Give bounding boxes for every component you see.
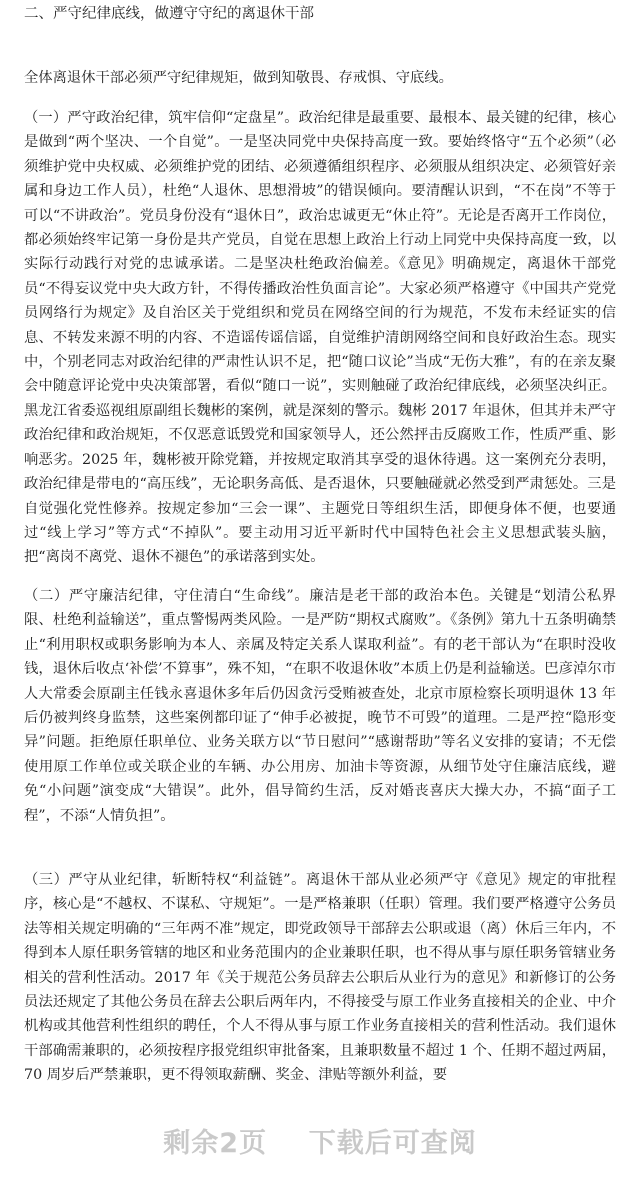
- paragraph-political-discipline: （一）严守政治纪律，筑牢信仰“定盘星”。政治纪律是最重要、最根本、最关键的纪律，核心是做到“两个坚决、一个自觉”。一是坚决同党中央保持高度一致。要始终恪守“五个必须”（必须维护党中央权威、必须维护党的团结、必须遵循组织程序、必须服从组织决定、必须管好亲属和身边工作人员），杜绝“人退休、思想滑坡”的错误倾向。要清醒认识到，“不在岗”不等于可以“不讲政治”。党员身份没有“退休日”，政治忠诚更无“休止符”。无论是否离开工作岗位，都必须始终牢记第一身份是共产党员，自觉在思想上政治上行动上同党中央保持高度一致，以实际行动践行对党的忠诚承诺。二是坚决杜绝政治偏差。《意见》明确规定，离退休干部党员“不得妄议党中央大政方针，不得传播政治性负面言论”。大家必须严格遵守《中国共产党党员网络行为规定》及自治区关于党组织和党员在网络空间的行为规范，不发布未经证实的信息、不转发来源不明的内容、不造谣传谣信谣，自觉维护清朗网络空间和良好政治生态。现实中，个别老同志对政治纪律的严肃性认识不足，把“随口议论”当成“无伤大雅”，有的在亲友聚会中随意评论党中央决策部署，看似“随口一说”，实则触碰了政治纪律底线，必须坚决纠正。黑龙江省委巡视组原副组长魏彬的案例，就是深刻的警示。魏彬 2017 年退休，但其并未严守政治纪律和政治规矩，不仅恶意诋毁党和国家领导人，还公然抨击反腐败工作，性质严重、影响恶劣。2025 年，魏彬被开除党籍，并按规定取消其享受的退休待遇。这一案例充分表明，政治纪律是带电的“高压线”，无论职务高低、是否退休，只要触碰就必然受到严肃惩处。三是自觉强化党性修养。按规定参加“三会一课”、主题党日等组织生活，即便身体不便，也要通过“线上学习”等方式“不掉队”。要主动用习近平新时代中国特色社会主义思想武装头脑，把“离岗不离党、退休不褪色”的承诺落到实处。: [24, 110, 616, 566]
- section-heading: 二、严守纪律底线，做遵守守纪的离退休干部: [24, 6, 314, 22]
- remaining-pages-label: 剩余2页: [163, 1127, 268, 1159]
- download-hint-label[interactable]: 下载后可查阅: [308, 1127, 477, 1159]
- download-prompt-banner[interactable]: [0, 1110, 640, 1170]
- paragraph-intro: 全体离退休干部必须严守纪律规矩，做到知敬畏、存戒惧、守底线。: [24, 70, 453, 86]
- paragraph-integrity-discipline: （二）严守廉洁纪律，守住清白“生命线”。廉洁是老干部的政治本色。关键是“划清公私界限、杜绝利益输送”，重点警惕两类风险。一是严防“期权式腐败”。《条例》第九十五条明确禁止“利用职权或职务影响为本人、亲属及特定关系人谋取利益”。有的老干部认为“在职时没收钱，退休后收点‘补偿’不算事”，殊不知，“在职不收退休收”本质上仍是利益输送。巴彦淖尔市人大常委会原副主任钱永喜退休多年后仍因贪污受贿被查处，北京市原检察长项明退休 13 年后仍被判终身监禁，这些案例都印证了“伸手必被捉，晚节不可毁”的道理。二是严控“隐形变异”问题。拒绝原任职单位、业务关联方以“节日慰问”“感谢帮助”等名义安排的宴请；不无偿使用原工作单位或关联企业的车辆、办公用房、加油卡等资源，从细节处守住廉洁底线，避免“小问题”演变成“大错误”。此外，倡导简约生活，反对婚丧喜庆大操大办，不搞“面子工程”，不添“人情负担”。: [24, 588, 616, 824]
- paragraph-employment-discipline: （三）严守从业纪律，斩断特权“利益链”。离退休干部从业必须严守《意见》规定的审批程序，核心是“不越权、不谋私、守规矩”。一是严格兼职（任职）管理。我们要严格遵守公务员法等相关规定明确的“三年两不准”规定，即党政领导干部辞去公职或退（离）休后三年内，不得到本人原任职务管辖的地区和业务范围内的企业兼职任职，也不得从事与原任职务管辖业务相关的营利性活动。2017 年《关于规范公务员辞去公职后从业行为的意见》和新修订的公务员法还规定了其他公务员在辞去公职后两年内，不得接受与原工作业务直接相关的企业、中介机构或其他营利性组织的聘任，个人不得从事与原工作业务直接相关的营利性活动。我们退休干部确需兼职的，必须按程序报党组织审批备案，且兼职数量不超过 1 个、任期不超过两届，70 周岁后严禁兼职，更不得领取薪酬、奖金、津贴等额外利益，要: [24, 872, 616, 1084]
